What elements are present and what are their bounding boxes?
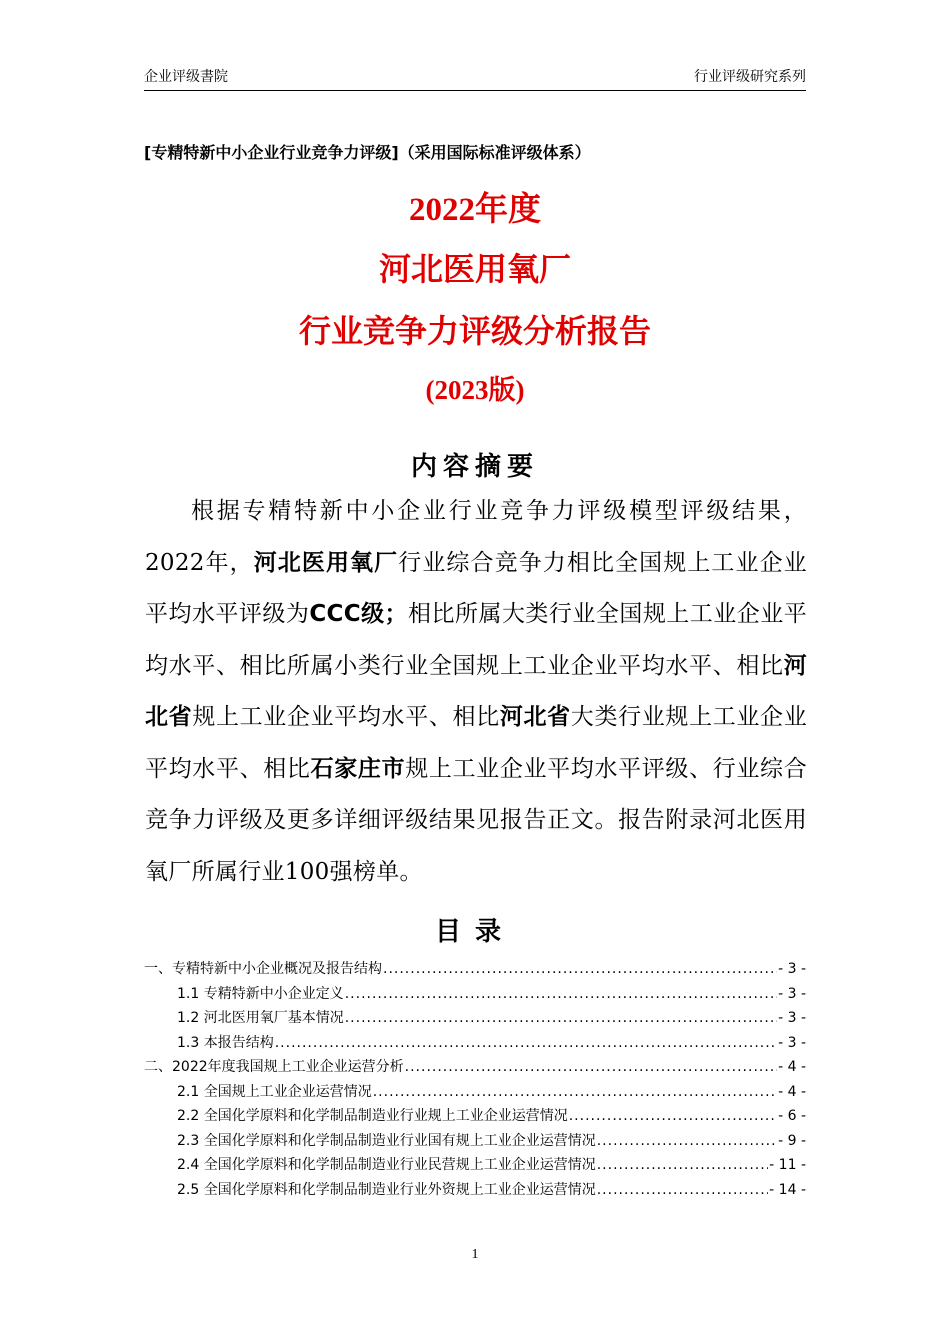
toc-entry-page: - 9 - (778, 1132, 806, 1149)
toc-entry[interactable] (144, 1032, 806, 1057)
abstract-bold-province-2: 河北省 (499, 704, 571, 730)
abstract-text-1: 根据专精特新中小企业行业竞争力评级模型评级结果，2022年， (145, 498, 807, 576)
abstract-text-3: 相比所属大类行业全国规上工业企业平均水平、相比所属小类行业全国规上工业企业平均水平、相比 (145, 601, 807, 679)
toc-entry-page: - 3 - (778, 1010, 806, 1026)
abstract-text-2: 行业综合竞争力相比全国规上工业企业平均水平评级为 (145, 549, 807, 627)
toc-leader (597, 1157, 768, 1173)
toc-entry-page: - 3 - (778, 1034, 806, 1051)
toc-entry-page: - 3 - (778, 985, 806, 1002)
toc-leader (569, 1108, 777, 1124)
toc-leader (597, 1182, 768, 1198)
abstract-bold-province-1: 河北省 (145, 652, 807, 730)
toc-entry-label: 二、2022年度我国规上工业企业运营分析 (144, 1059, 404, 1075)
title-report: 行业竞争力评级分析报告 (298, 312, 651, 350)
header-right: 行业评级研究系列 (694, 69, 806, 85)
abstract-bold-company: 河北医用氧厂 (253, 549, 399, 576)
report-subtitle: [专精特新中小企业行业竞争力评级]（采用国际标准评级体系） (144, 143, 591, 162)
abstract-bold-rating: CCC级； (309, 601, 408, 627)
toc-leader (373, 1084, 777, 1100)
toc-entry-page: - 3 - (778, 961, 806, 977)
toc-heading: 目录 (434, 917, 515, 947)
abstract-text-6: 规上工业企业平均水平评级、行业综合竞争力评级及更多详细评级结果见报告正文。报告附录河北医用氧厂所属行业100强榜单。 (145, 755, 807, 885)
toc-entry-label: 2.4 全国化学原料和化学制品制造业行业民营规上工业企业运营情况 (177, 1157, 596, 1173)
toc-leader (383, 961, 777, 977)
toc-entry-page: - 4 - (778, 1083, 806, 1100)
header-left: 企业评级書院 (144, 69, 228, 85)
page-number: 1 (471, 1247, 479, 1262)
title-company: 河北医用氧厂 (378, 250, 571, 288)
toc-entry-label: 2.3 全国化学原料和化学制品制造业行业国有规上工业企业运营情况 (177, 1132, 596, 1149)
header-divider (144, 90, 806, 91)
toc-entry-label: 1.2 河北医用氧厂基本情况 (177, 1010, 344, 1026)
toc-entry-page: - 14 - (769, 1181, 806, 1198)
toc-entry-label: 2.2 全国化学原料和化学制品制造业行业规上工业企业运营情况 (177, 1108, 568, 1124)
toc-leader (405, 1059, 777, 1075)
toc-entry[interactable] (144, 1105, 806, 1130)
toc-entry[interactable] (144, 1130, 806, 1155)
toc-entry-label: 1.3 本报告结构 (177, 1034, 274, 1051)
abstract-heading: 内容摘要 (410, 452, 539, 482)
title-year: 2022年度 (409, 192, 541, 228)
toc-leader (275, 1035, 777, 1051)
abstract-paragraph (145, 486, 807, 898)
abstract-text-5: 大类行业规上工业企业平均水平、相比 (145, 704, 807, 782)
toc-entry-label: 1.1 专精特新中小企业定义 (177, 985, 344, 1002)
toc-entry-label: 一、专精特新中小企业概况及报告结构 (144, 961, 382, 977)
toc-entry[interactable] (144, 1154, 806, 1179)
toc-entry-label: 2.5 全国化学原料和化学制品制造业行业外资规上工业企业运营情况 (177, 1181, 596, 1198)
toc-leader (345, 1010, 777, 1026)
toc-entry-page: - 11 - (769, 1157, 806, 1173)
toc-entry[interactable] (144, 958, 806, 983)
toc-entry[interactable] (144, 983, 806, 1008)
toc-entry-page: - 6 - (778, 1108, 806, 1124)
title-edition: (2023版) (425, 375, 525, 405)
abstract-bold-city: 石家庄市 (310, 755, 406, 782)
toc-entry[interactable] (144, 1056, 806, 1081)
toc-entry-page: - 4 - (778, 1059, 806, 1075)
toc-entry[interactable] (144, 1007, 806, 1032)
toc-entry[interactable] (144, 1081, 806, 1106)
toc-leader (597, 1133, 777, 1149)
toc-leader (345, 986, 777, 1002)
table-of-contents (144, 958, 806, 1203)
toc-entry[interactable] (144, 1179, 806, 1204)
toc-entry-label: 2.1 全国规上工业企业运营情况 (177, 1083, 372, 1100)
abstract-text-4: 规上工业企业平均水平、相比 (192, 704, 500, 730)
